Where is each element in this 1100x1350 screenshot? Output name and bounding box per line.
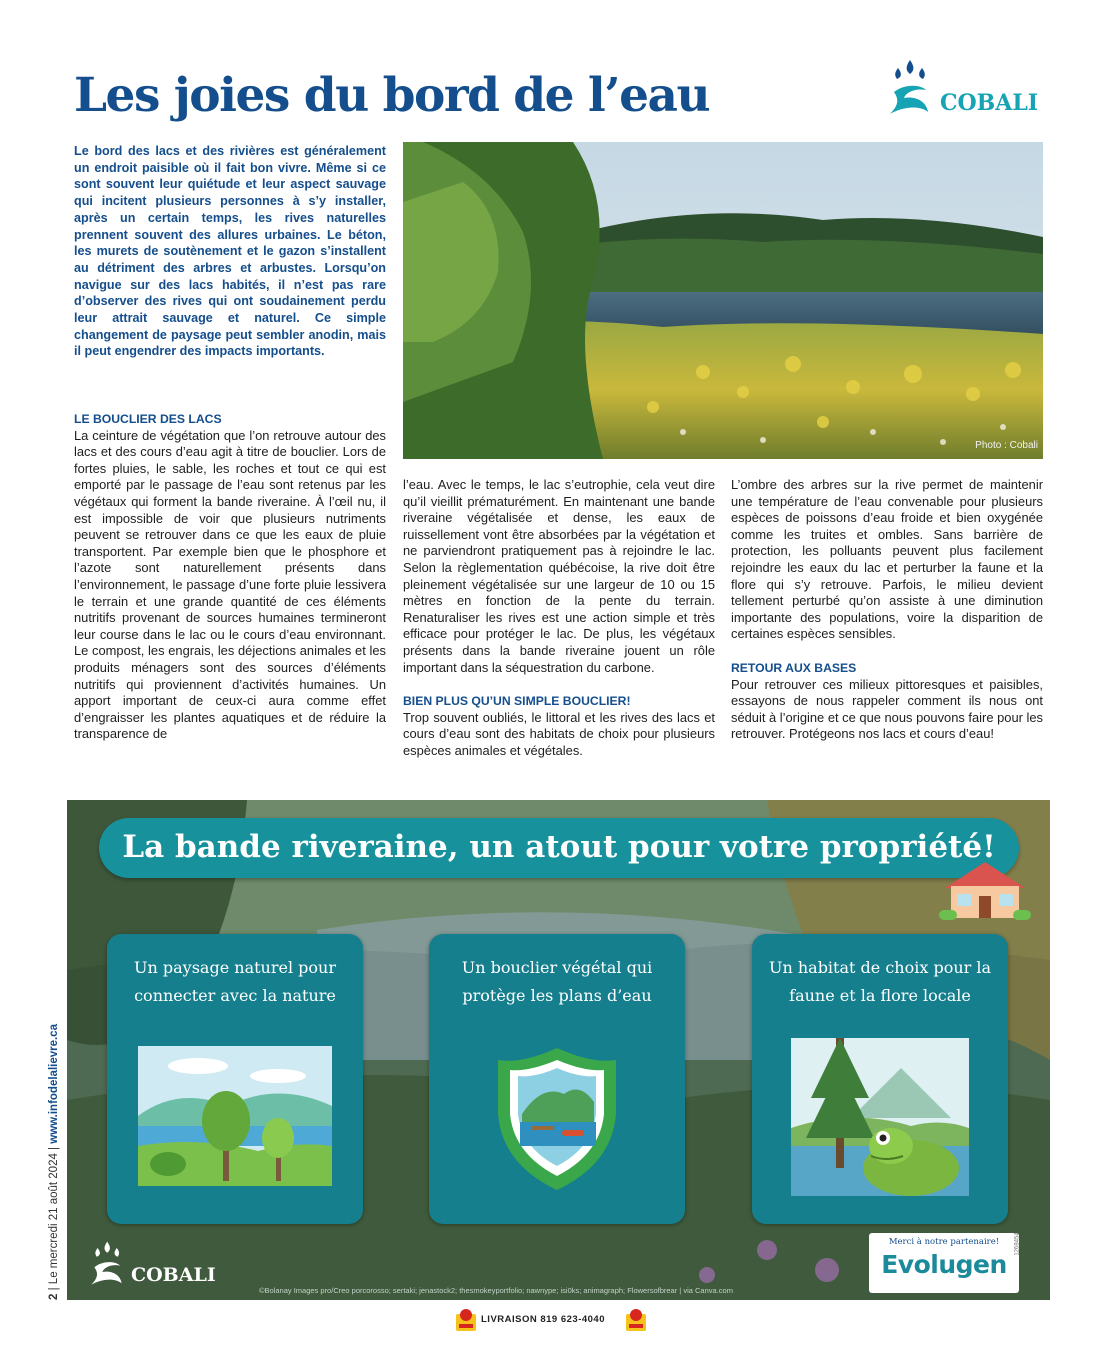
lake-photo (403, 142, 1043, 459)
benefit-card-text: Un paysage naturel pour connecter avec la nature (134, 958, 336, 1005)
ad-code: 1268454 (1014, 1232, 1021, 1256)
cobali-drop-icon (85, 1240, 131, 1288)
cobali-wordmark: COBALI (131, 1264, 216, 1286)
banner-title: La bande riveraine, un atout pour votre propriété! (122, 829, 996, 865)
site-url: www.infodelalievre.ca (48, 1024, 60, 1144)
partner-logo: Evolugen (881, 1250, 1007, 1279)
article-title: Les joies du bord de l’eau (74, 68, 710, 123)
benefit-card-landscape (107, 934, 363, 1224)
cobali-wordmark: COBALI (940, 90, 1039, 116)
image-credits: ©Bolanay Images pro/Creo porcorosso; sertaki; jenastock2; thesmokeyportfolio; nawnype; isi0ks; animagraph; Flowersofbrear | via Canva.com (259, 1286, 733, 1295)
house-icon (935, 858, 1035, 922)
cobali-logo (886, 58, 1046, 122)
shield-icon (492, 1044, 622, 1194)
section-body-retour: Pour retrouver ces milieux pittoresques et paisibles, essayons de nous rappeler comment ils nous ont séduit à l’origine et ce que nous pouvons faire pour les retrouver. Protégeons nos lacs et cours d’eau! (731, 676, 1043, 742)
delivery-badge-icon (625, 1308, 647, 1332)
partner-thanks: Merci à notre partenaire! (888, 1237, 1000, 1247)
article-column-1 (74, 411, 386, 743)
benefit-card-text: Un habitat de choix pour la faune et la flore locale (768, 958, 992, 1005)
delivery-footer (455, 1306, 651, 1334)
section-body-bouclier-continued: l’eau. Avec le temps, le lac s’eutrophie, cela veut dire qu’il vieillit prématurément. En maintenant une bande riveraine végétalisée et dense, les eaux de ruissellement vont être absorbées par la végétation et ne parviendront pratiquement pas à rejoindre le lac. Selon la règlementation québécoise, la rive doit être pleinement végétalisée sur une largeur de 10 ou 15 mètres en fonction de la pente du terrain. Renaturaliser les rives est une action simple et très efficace pour protéger le lac. De plus, les végétaux présents dans la bande riveraine jouent un rôle important dans la séquestration du carbone. (403, 477, 715, 675)
section-heading-bouclier: LE BOUCLIER DES LACS (74, 412, 222, 426)
article-column-3 (731, 477, 1043, 743)
benefit-card-shield (429, 934, 685, 1224)
delivery-phone: LIVRAISON 819 623-4040 (481, 1314, 606, 1325)
frog-habitat-icon (791, 1038, 969, 1196)
partner-box (869, 1233, 1019, 1293)
cobali-drop-icon (886, 58, 936, 118)
article-lead: Le bord des lacs et des rivières est généralement un endroit paisible où il fait bon vivre. Même si ce sont souvent leur quiétude et leur aspect sauvage qui incitent plusieurs personnes à s’y installer, après un certain temps, les rives naturelles prennent souvent des allures urbaines. Le béton, les murets de soutènement et le gazon s’installent au détriment des arbres et arbustes. Lorsqu’on navigue sur des lacs habités, il n’est pas rare d’observer des rives qui ont soudainement perdu leur attrait sauvage et naturel. Ce simple changement de paysage peut sembler anodin, mais il peut engendrer des impacts importants. (74, 144, 386, 359)
photo-credit: Photo : Cobali (975, 440, 1038, 451)
cobali-logo-banner (85, 1240, 235, 1288)
section-body-bouclier: La ceinture de végétation que l’on retrouve autour des lacs et des cours d’eau agit à titre de bouclier. Lors de fortes pluies, le sable, les roches et tout ce qui est emporté par le passage de l’eau sont retenus par les végétaux qui forment la bande riveraine. À l’œil nu, il est impossible de voir que plusieurs nutriments peuvent se retrouver dans ce que les eaux de pluie transportent. Par exemple bien que le phosphore et l’azote sont naturellement présents dans l’environnement, le passage d’une forte pluie lessivera le terrain et une grande quantité de ces éléments nutritifs provenant de sources humaines termineront leur course dans le lac ou le cours d’eau environnant. Le compost, les engrais, les déjections animales et les produits ménagers sont des sources d’éléments nutritifs qui proviennent d’activités humaines. Un apport important de ceux-ci aura comme effet d’engraisser les plantes aquatiques et de réduire la transparence de (74, 427, 386, 742)
page-number: 2 (48, 1293, 60, 1300)
section-heading-habitat: BIEN PLUS QU’UN SIMPLE BOUCLIER! (403, 694, 631, 709)
delivery-badge-icon (455, 1308, 477, 1332)
section-heading-retour: RETOUR AUX BASES (731, 660, 857, 675)
benefit-card-habitat (752, 934, 1008, 1224)
riparian-banner (67, 800, 1050, 1300)
landscape-icon (138, 1046, 332, 1186)
page-side-info: 2 | Le mercredi 21 août 2024 | www.infodelalievre.ca (48, 1024, 60, 1300)
article-column-2 (403, 477, 715, 760)
benefit-card-text: Un bouclier végétal qui protège les plans d’eau (461, 958, 653, 1005)
banner-title-box (99, 818, 1019, 878)
section-body-habitat: Trop souvent oubliés, le littoral et les rives des lacs et cours d’eau sont des habitats de choix pour plusieurs espèces animales et végétales. (403, 709, 715, 758)
section-body-habitat-continued: L’ombre des arbres sur la rive permet de maintenir une température de l’eau convenable pour plusieurs espèces de poissons d’eau froide et bien oxygénée comme les truites et ombles. Sans barrière de protection, les polluants peuvent plus facilement rejoindre les eaux du lac et perturber la faune et la flore qui s’y retrouve. Parfois, le milieu devient tellement perturbé qu’on assiste à une diminution importante des populations, voire la disparition de certaines espèces sensibles. (731, 477, 1043, 642)
page-date: Le mercredi 21 août 2024 (48, 1153, 60, 1285)
